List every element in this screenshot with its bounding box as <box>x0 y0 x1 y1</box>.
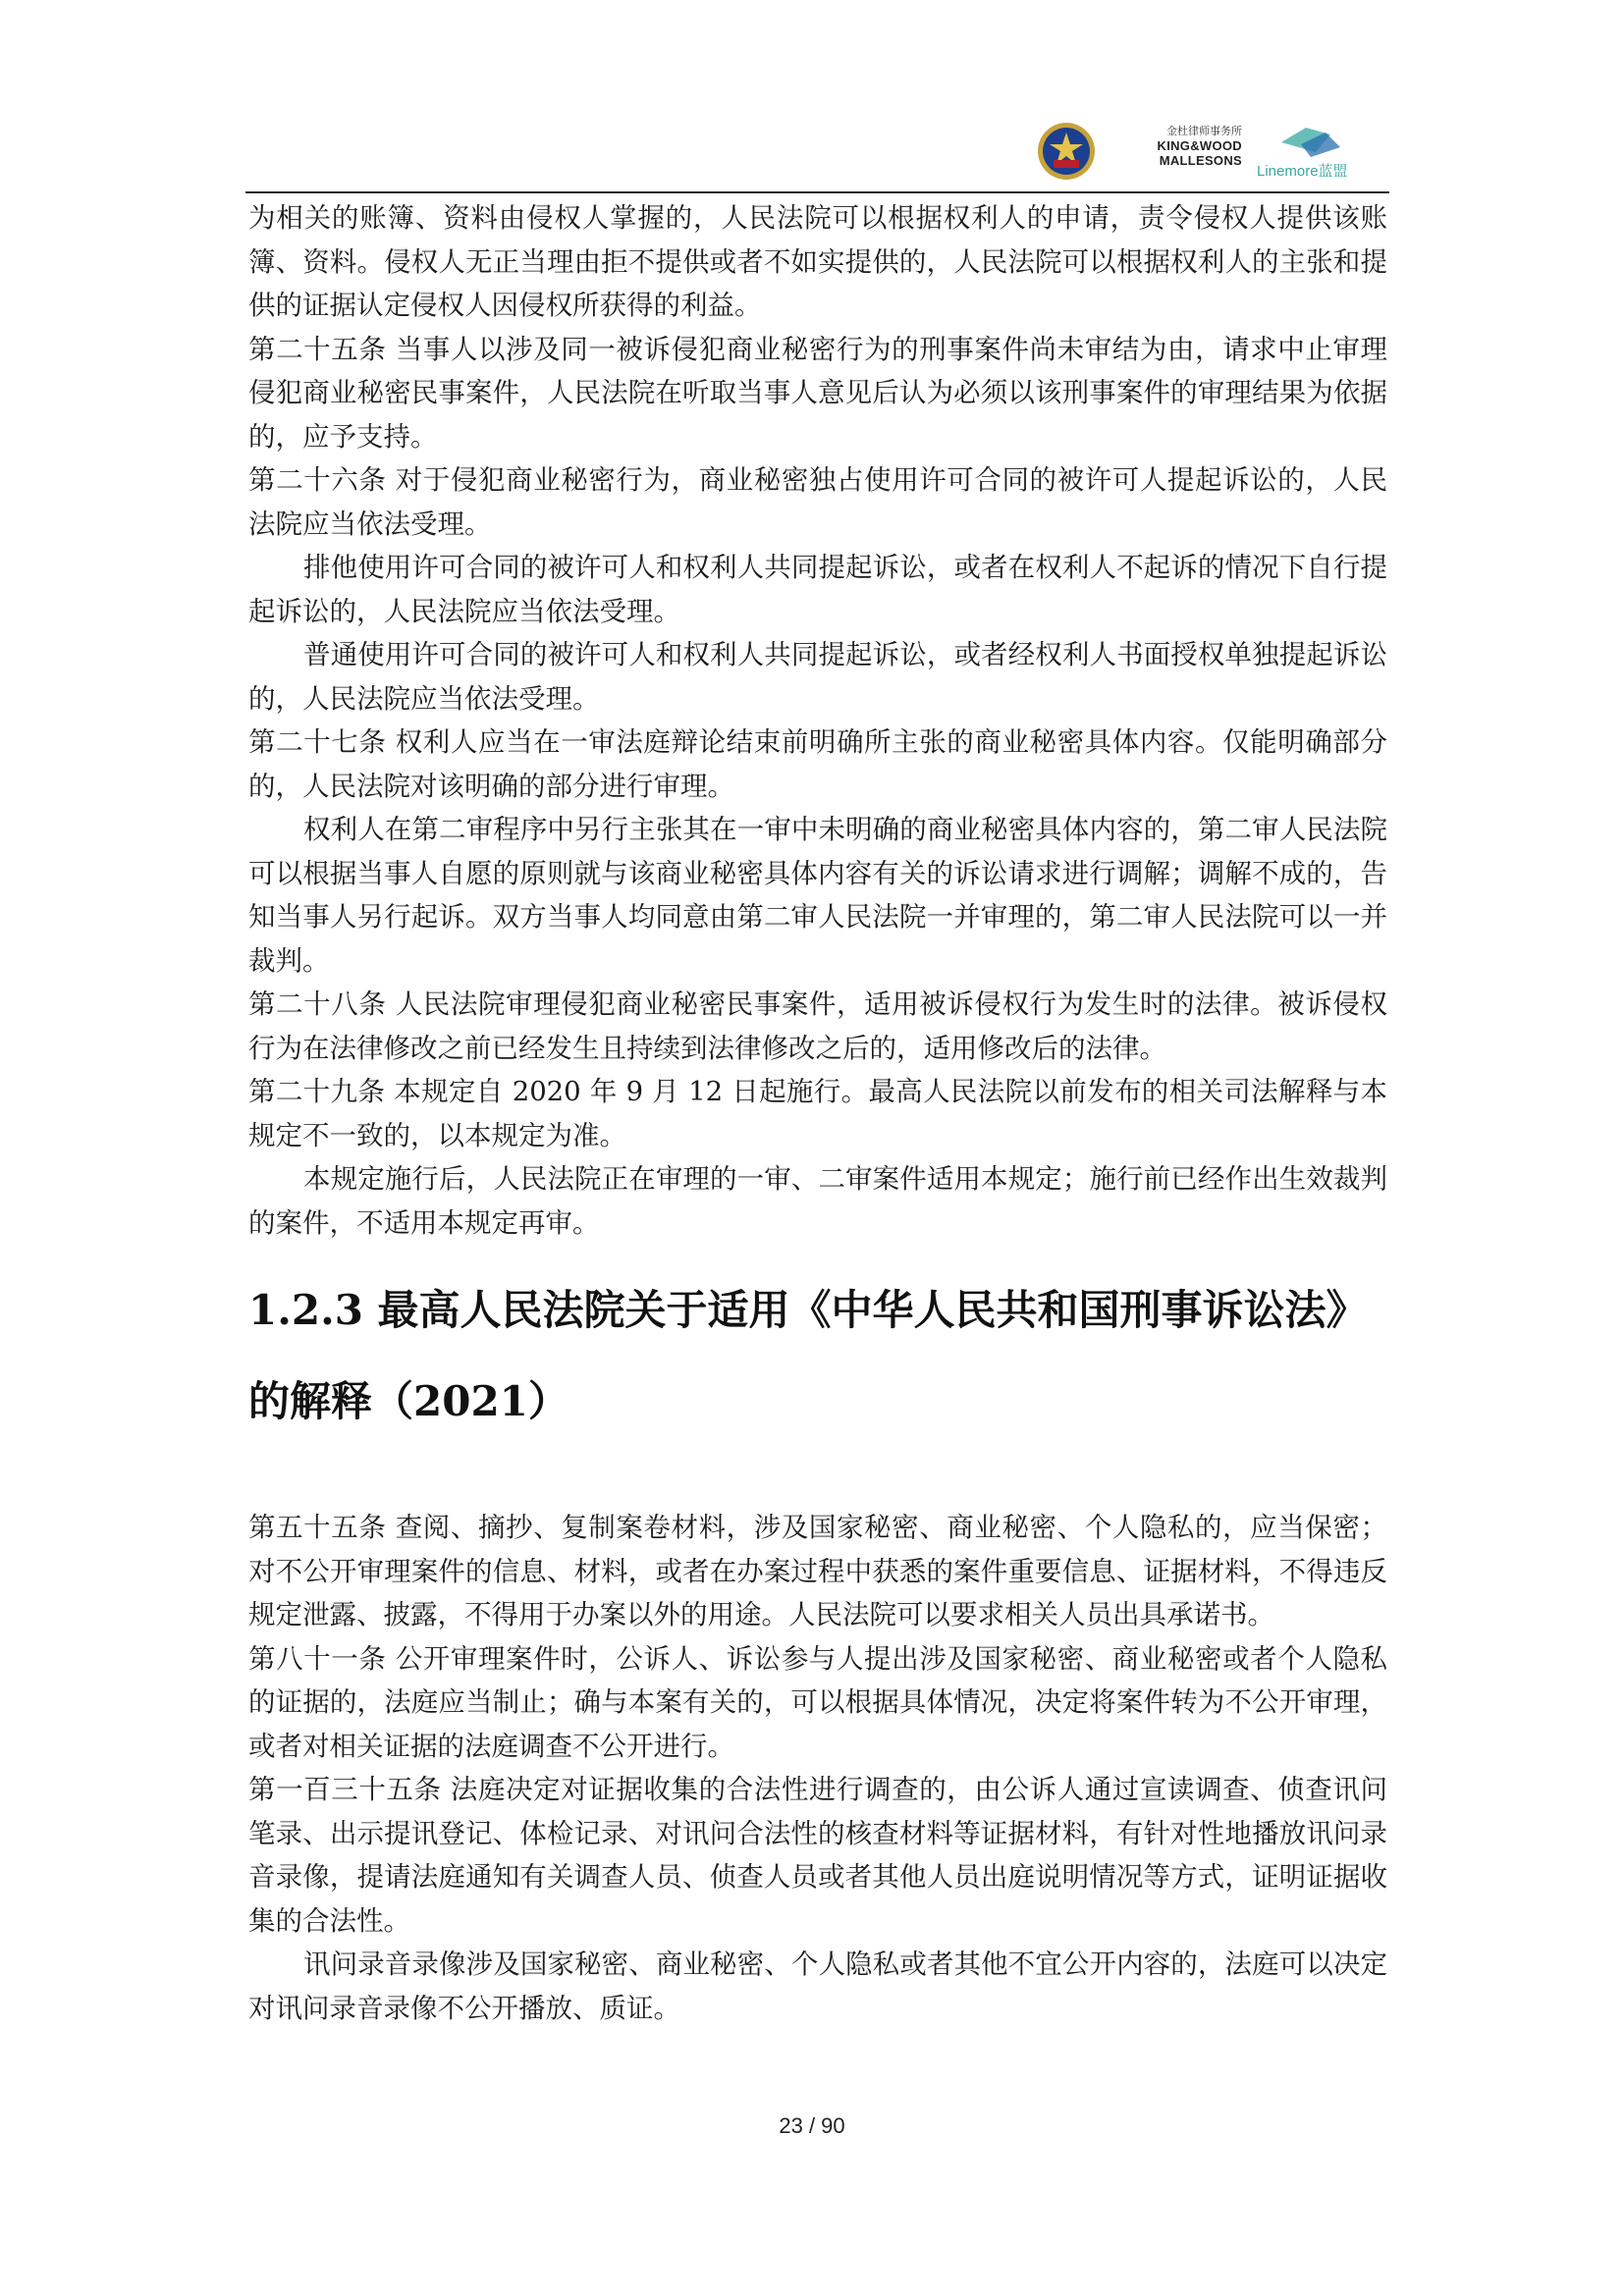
kwm-logo <box>1124 125 1242 168</box>
linemore-wordmark-en: Linemore <box>1257 163 1319 180</box>
section-heading-line2: 的解释（2021） <box>248 1377 569 1425</box>
paragraph: 本规定施行后，人民法院正在审理的一审、二审案件适用本规定；施行前已经作出生效裁判的案件，不适用本规定再审。 <box>248 1163 1387 1239</box>
section2-body <box>248 1506 1387 2030</box>
paragraph: 排他使用许可合同的被许可人和权利人共同提起诉讼，或者在权利人不起诉的情况下自行提起诉讼的，人民法院应当依法受理。 <box>248 552 1387 627</box>
article-28: 第二十八条 人民法院审理侵犯商业秘密民事案件，适用被诉侵权行为发生时的法律。被诉侵权行为在法律修改之前已经发生且持续到法律修改之后的，适用修改后的法律。 <box>248 988 1387 1064</box>
page-number: 23 / 90 <box>779 2113 845 2138</box>
article-135: 第一百三十五条 法庭决定对证据收集的合法性进行调查的，由公诉人通过宣读调查、侦查讯问笔录、出示提讯登记、体检记录、对讯问合法性的核查材料等证据材料，有针对性地播放讯问录音录像，提请法庭通知有关调查人员、侦查人员或者其他人员出庭说明情况等方式，证明证据收集的合法性。 <box>248 1774 1387 1937</box>
article-26: 第二十六条 对于侵犯商业秘密行为，商业秘密独占使用许可合同的被许可人提起诉讼的，人民法院应当依法受理。 <box>248 464 1387 540</box>
paragraph: 讯问录音录像涉及国家秘密、商业秘密、个人隐私或者其他不宜公开内容的，法庭可以决定对讯问录音录像不公开播放、质证。 <box>248 1949 1387 2024</box>
paragraph: 权利人在第二审程序中另行主张其在一审中未明确的商业秘密具体内容的，第二审人民法院可以根据当事人自愿的原则就与该商业秘密具体内容有关的诉讼请求进行调解；调解不成的，告知当事人另行起诉。双方当事人均同意由第二审人民法院一并审理的，第二审人民法院可以一并裁判。 <box>248 814 1387 977</box>
police-emblem-icon <box>1036 121 1097 182</box>
linemore-logo <box>1257 123 1384 182</box>
section-heading-line1: 1.2.3 最高人民法院关于适用《中华人民共和国刑事诉讼法》 <box>248 1286 1368 1334</box>
article-27: 第二十七条 权利人应当在一审法庭辩论结束前明确所主张的商业秘密具体内容。仅能明确部分的，人民法院对该明确的部分进行审理。 <box>248 726 1387 802</box>
kwm-logo-en-1: KING&WOOD <box>1157 138 1242 153</box>
kwm-logo-cn: 金杜律师事务所 <box>1166 125 1242 137</box>
page-header <box>245 103 1389 191</box>
article-81: 第八十一条 公开审理案件时，公诉人、诉讼参与人提出涉及国家秘密、商业秘密或者个人隐私的证据的，法庭应当制止；确与本案有关的，可以根据具体情况，决定将案件转为不公开审理，或者对相关证据的法庭调查不公开进行。 <box>248 1642 1387 1762</box>
kwm-logo-en-2: MALLESONS <box>1159 153 1242 168</box>
linemore-wordmark-cn: 蓝盟 <box>1318 163 1348 180</box>
header-divider <box>245 191 1389 193</box>
linemore-mark-icon <box>1276 123 1345 162</box>
article-55: 第五十五条 查阅、摘抄、复制案卷材料，涉及国家秘密、商业秘密、个人隐私的，应当保密；对不公开审理案件的信息、材料，或者在办案过程中获悉的案件重要信息、证据材料，不得违反规定泄露、披露，不得用于办案以外的用途。人民法院可以要求相关人员出具承诺书。 <box>248 1512 1387 1630</box>
paragraph: 为相关的账簿、资料由侵权人掌握的，人民法院可以根据权利人的申请，责令侵权人提供该账簿、资料。侵权人无正当理由拒不提供或者不如实提供的，人民法院可以根据权利人的主张和提供的证据认定侵权人因侵权所获得的利益。 <box>248 202 1387 321</box>
article-29: 第二十九条 本规定自 2020 年 9 月 12 日起施行。最高人民法院以前发布的相关司法解释与本规定不一致的，以本规定为准。 <box>248 1076 1387 1151</box>
article-25: 第二十五条 当事人以涉及同一被诉侵犯商业秘密行为的刑事案件尚未审结为由，请求中止审理侵犯商业秘密民事案件，人民法院在听取当事人意见后认为必须以该刑事案件的审理结果为依据的，应予支持。 <box>248 333 1387 453</box>
linemore-wordmark <box>1257 160 1348 181</box>
section1-body <box>248 196 1387 1245</box>
paragraph: 普通使用许可合同的被许可人和权利人共同提起诉讼，或者经权利人书面授权单独提起诉讼的，人民法院应当依法受理。 <box>248 639 1387 715</box>
